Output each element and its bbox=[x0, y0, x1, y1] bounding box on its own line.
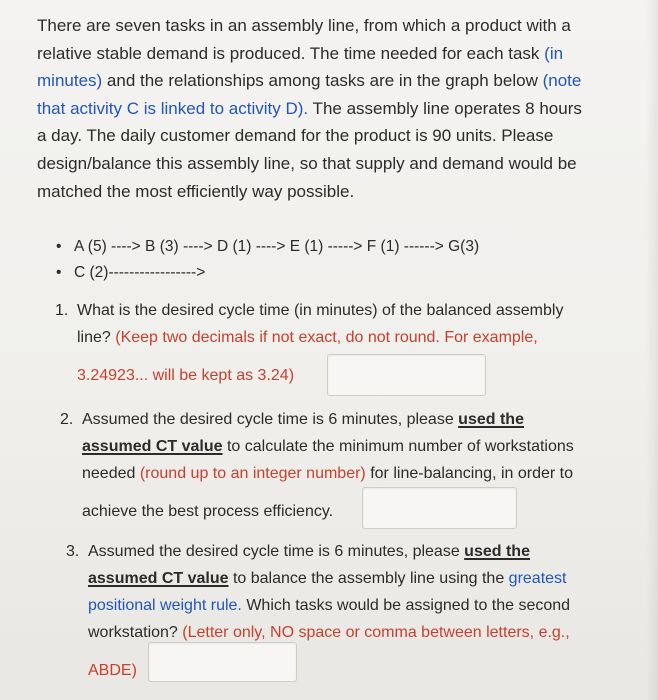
page-edge-shadow bbox=[646, 0, 658, 700]
answer-input-q1[interactable] bbox=[327, 354, 486, 396]
intro-line-2: relative stable demand is produced. The time needed for each task (in bbox=[37, 43, 564, 63]
answer-input-q3[interactable] bbox=[148, 642, 297, 682]
intro-line-7: matched the most efficiently way possible. bbox=[37, 181, 355, 201]
problem-statement bbox=[37, 12, 637, 205]
intro-line-5: a day. The daily customer demand for the product is 90 units. Please bbox=[37, 126, 554, 146]
bullet-icon: • bbox=[56, 238, 62, 255]
list-item: • A (5) ----> B (3) ----> D (1) ----> E (1) -----> F (1) ------> G(3) bbox=[56, 234, 479, 260]
task-precedence-list bbox=[56, 234, 479, 286]
answer-input-q2[interactable] bbox=[362, 487, 517, 529]
intro-line-1: There are seven tasks in an assembly line, from which a product with a bbox=[37, 16, 571, 35]
bullet-icon: • bbox=[56, 264, 62, 281]
intro-line-3: minutes) and the relationships among tasks are in the graph below (note bbox=[37, 71, 582, 91]
question-2: 2. Assumed the desired cycle time is 6 minutes, please used the assumed CT value to calculate the minimum number of workstations needed (round up to an integer number) for line-balancing, in order to achieve the best process efficiency. bbox=[60, 411, 574, 520]
list-item: • C (2)-----------------> bbox=[56, 260, 479, 286]
intro-line-6: design/balance this assembly line, so that supply and demand would be bbox=[37, 153, 577, 173]
intro-line-4: that activity C is linked to activity D). The assembly line operates 8 hours bbox=[37, 98, 582, 118]
question-1: 1. What is the desired cycle time (in minutes) of the balanced assembly line? (Keep two decimals if not exact, do not round. For example, 3.24923... will be kept as 3.24) bbox=[55, 302, 564, 384]
question-3: 3. Assumed the desired cycle time is 6 minutes, please used the assumed CT value to balance the assembly line using the greatest positional weight rule. Which tasks would be assigned to the second workstation? (Letter only, NO space or comma between letters, e.g., ABDE) bbox=[66, 543, 571, 679]
